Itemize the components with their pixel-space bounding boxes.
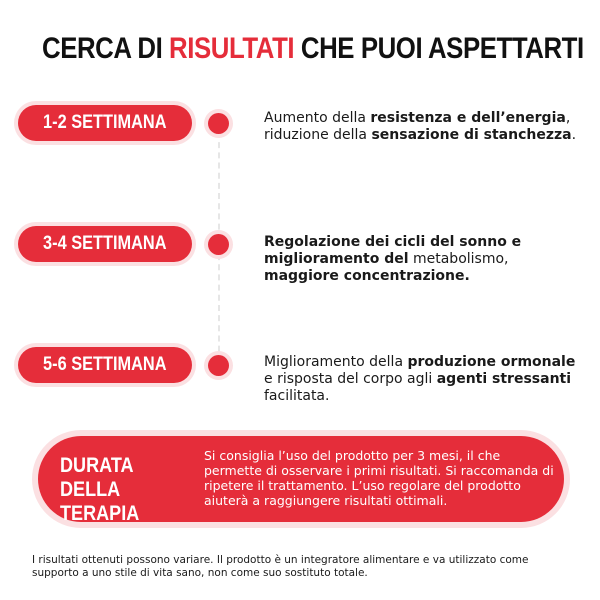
step-1-description bbox=[264, 110, 584, 144]
step-1-text-run: Aumento della bbox=[264, 110, 371, 126]
step-2-label: 3-4 SETTIMANA bbox=[43, 233, 167, 254]
step-1-badge bbox=[18, 105, 192, 141]
step-2-badge bbox=[18, 226, 192, 262]
step-2-text-run: metabolismo, bbox=[408, 251, 509, 267]
step-3-label: 5-6 SETTIMANA bbox=[43, 354, 167, 375]
step-3-description bbox=[264, 354, 584, 405]
step-1-text-run: resistenza e dell’energia bbox=[370, 110, 566, 126]
step-1-text-run: sensazione di stanchezza bbox=[371, 127, 572, 143]
step-1-text-run: . bbox=[571, 127, 577, 143]
step-1-dot bbox=[208, 113, 229, 134]
step-3-text-run: Miglioramento della bbox=[264, 354, 408, 370]
therapy-title: DURATA DELLA TERAPIA bbox=[60, 454, 140, 525]
disclaimer-footnote: I risultati ottenuti possono variare. Il prodotto è un integratore alimentare e va utilizzato come supporto a uno stile di vita sano, non come suo sostituto totale. bbox=[32, 554, 529, 579]
step-2-text-run: Regolazione dei cicli del sonno e miglioramento del bbox=[264, 234, 522, 267]
step-3-dot bbox=[208, 355, 229, 376]
step-2-text-run: maggiore concentrazione. bbox=[264, 268, 470, 284]
step-2-dot bbox=[208, 234, 229, 255]
step-3-text-run: agenti stressanti bbox=[436, 371, 572, 387]
step-1-text-run: , riduzione della bbox=[264, 110, 571, 143]
therapy-duration-box bbox=[38, 436, 564, 525]
step-3-text-run: produzione ormonale bbox=[407, 354, 576, 370]
title-accent: RISULTATI bbox=[169, 32, 295, 65]
step-3-badge bbox=[18, 347, 192, 383]
step-3-text-run: e risposta del corpo agli bbox=[264, 371, 437, 387]
step-2-description bbox=[264, 234, 584, 285]
title-part-2: CHE PUOI ASPETTARTI bbox=[294, 32, 584, 65]
therapy-text: Si consiglia l’uso del prodotto per 3 mesi, il che permette di osservare i primi risultati. Si raccomanda di ripetere il trattamento. L’uso regolare del prodotto aiuterà a raggiungere risultati ottimali. bbox=[204, 448, 554, 508]
page-title bbox=[42, 32, 584, 66]
title-part-1: CERCA DI bbox=[42, 32, 170, 65]
step-3-text-run: facilitata. bbox=[264, 388, 330, 404]
step-1-label: 1-2 SETTIMANA bbox=[43, 112, 167, 133]
